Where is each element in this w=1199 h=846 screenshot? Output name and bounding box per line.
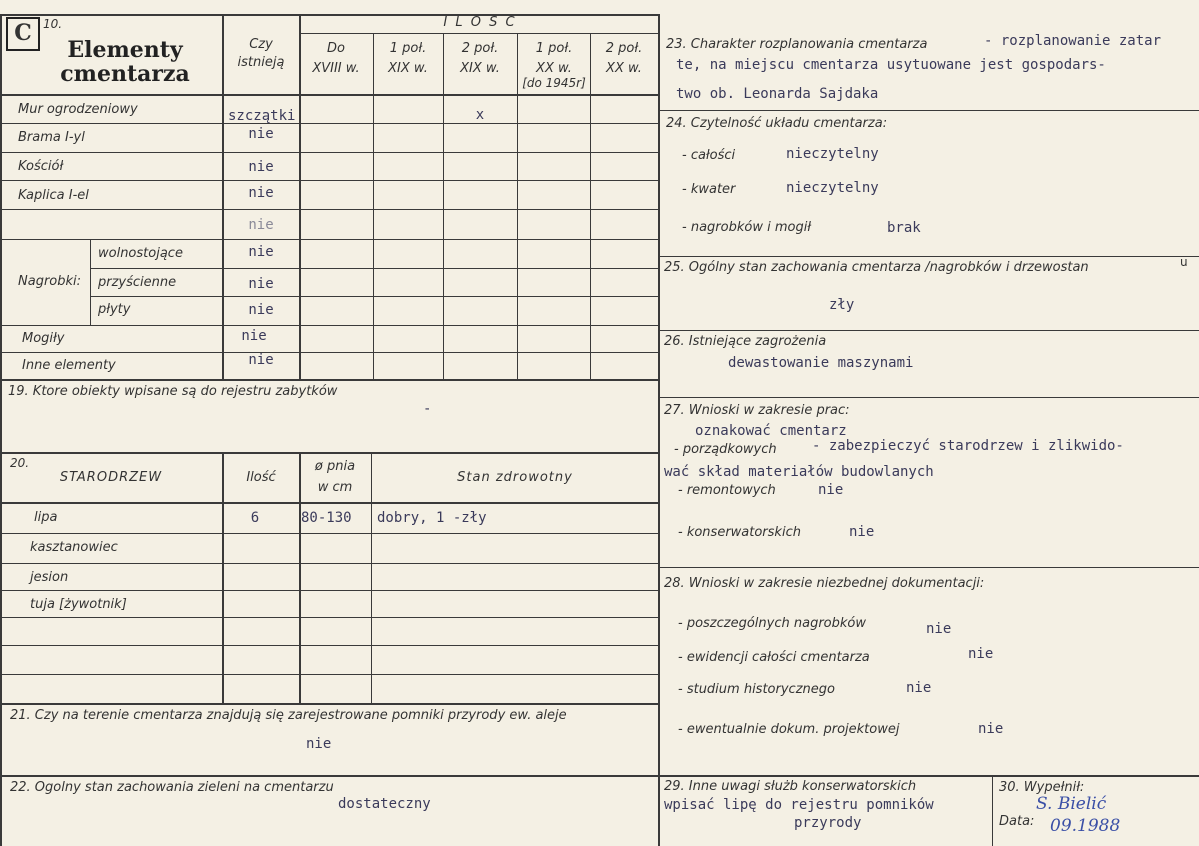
col-p2-20-line2: XX w. <box>606 61 642 76</box>
q20-title: STARODRZEW <box>59 470 163 485</box>
q22-value: dostateczny <box>338 796 431 812</box>
q24-kwater-value: nieczytelny <box>786 180 879 196</box>
tree-name: lipa <box>34 510 58 525</box>
q24-nagrobkow-label: - nagrobków i mogił <box>682 220 812 235</box>
col-line <box>373 33 374 380</box>
q26-label: 26. Istniejące zagrożenia <box>664 334 827 349</box>
row-line <box>0 703 660 705</box>
q20-col-stan: Stan zdrowotny <box>457 470 573 485</box>
col-line <box>992 776 993 846</box>
q21-label: 21. Czy na terenie cmentarza znajdują się zarejestrowane pomniki przyrody ew. aleje <box>10 708 567 723</box>
q19-label: 19. Ktore obiekty wpisane są do rejestru zabytków <box>8 384 338 399</box>
q28-label: 28. Wnioski w zakresie niezbednej dokumentacji: <box>664 576 985 591</box>
tree-pien: 80-130 <box>301 510 352 526</box>
q27-remontowych-label: - remontowych <box>678 483 776 498</box>
q30-signature: S. Bielić <box>1036 794 1107 814</box>
row-value-czy: szczątki <box>228 108 296 124</box>
left-border <box>0 14 2 846</box>
q20-col-pnia-line1: ø pnia <box>314 459 356 474</box>
row-line <box>0 123 659 124</box>
col-line <box>443 33 444 380</box>
q19-value: - <box>423 401 432 417</box>
col-line <box>371 452 372 703</box>
q27-porzadkowych-value: - zabezpieczyć starodrzew i zlikwido- <box>812 438 1124 454</box>
row-line <box>660 567 1199 568</box>
row-line <box>0 352 659 353</box>
q20-col-ilosc: Ilość <box>246 470 276 485</box>
q27-konserw-value: nie <box>849 524 875 540</box>
row-label: Inne elementy <box>22 358 116 373</box>
col-p2-19-line1: 2 poł. <box>461 41 499 56</box>
q29-line2: przyrody <box>794 815 862 831</box>
row-line <box>0 563 659 564</box>
row-line <box>0 94 660 96</box>
row-line <box>660 397 1199 398</box>
col-p1-19-line2: XIX w. <box>388 61 428 76</box>
row-label: Mogiły <box>22 331 65 346</box>
row-line <box>0 533 659 534</box>
q28-item-label: - studium historycznego <box>678 682 835 697</box>
row-line <box>0 239 659 240</box>
data-label: Data: <box>999 814 1035 829</box>
ilosc-header: I L O S C <box>443 15 517 30</box>
row-value-czy: nie <box>248 302 274 318</box>
row-line <box>0 180 659 181</box>
row-value-czy: nie <box>248 159 274 175</box>
data-value: 09.1988 <box>1050 816 1121 836</box>
tree-name: jesion <box>30 570 69 585</box>
col-do18-line2: XVIII w. <box>312 61 360 76</box>
col-p2-20-line1: 2 poł. <box>605 41 643 56</box>
col-p1-20-line2: XX w. <box>536 61 572 76</box>
q22-label: 22. Ogolny stan zachowania zieleni na cmentarzu <box>10 780 334 795</box>
col-p1-19-line1: 1 poł. <box>389 41 427 56</box>
row-label: Brama I-yl <box>18 130 85 145</box>
row-label: Mur ogrodzeniowy <box>18 102 138 117</box>
q24-nagrobkow-value: brak <box>887 220 921 236</box>
row-label: płyty <box>98 302 131 317</box>
row-value-czy: nie <box>248 217 274 233</box>
row-line <box>660 110 1199 111</box>
col-czy-line1: Czy <box>249 37 273 52</box>
q26-value: dewastowanie maszynami <box>728 355 914 371</box>
q24-calosci-value: nieczytelny <box>786 146 879 162</box>
q20-col-pnia-line2: w cm <box>317 480 353 495</box>
q29-line1: wpisać lipę do rejestru pomników <box>664 797 934 813</box>
row-value-czy: nie <box>248 352 274 368</box>
row-line <box>660 330 1199 331</box>
col-czy-line2: istnieją <box>237 55 285 70</box>
row-line <box>299 33 659 34</box>
q24-label: 24. Czytelność układu cmentarza: <box>666 116 888 131</box>
row-value-czy: nie <box>248 126 274 142</box>
q28-item-value: nie <box>906 680 932 696</box>
q29-label: 29. Inne uwagi służb konserwatorskich <box>664 779 917 794</box>
q24-calosci-label: - całości <box>682 148 736 163</box>
row-line <box>0 674 659 675</box>
col-p2-19-line2: XIX w. <box>460 61 500 76</box>
q25-label: 25. Ogólny stan zachowania cmentarza /nagrobków i drzewostan <box>664 260 1089 275</box>
row-line <box>0 775 1199 777</box>
row-label: przyścienne <box>98 275 177 290</box>
row-line <box>0 645 659 646</box>
q24-kwater-label: - kwater <box>682 182 736 197</box>
section-letter-box: C <box>6 17 40 51</box>
q25-superscript: u <box>1180 255 1188 269</box>
row-label: wolnostojące <box>98 246 183 261</box>
q28-item-value: nie <box>926 621 952 637</box>
row-value-czy: nie <box>248 244 274 260</box>
row-line <box>90 296 659 297</box>
q27-oznakowac: oznakować cmentarz <box>695 423 847 439</box>
row-label: Kaplica I-el <box>18 188 89 203</box>
row-line <box>0 209 659 210</box>
row-value-czy: nie <box>241 328 267 344</box>
col-p1-20-line3: [do 1945r] <box>522 76 586 90</box>
q23-line1: - rozplanowanie zatar <box>984 33 1162 49</box>
q23-line2: te, na miejscu cmentarza usytuowane jest gospodars- <box>676 57 1106 73</box>
q27-remontowych-value: nie <box>818 482 844 498</box>
row-value-czy: nie <box>248 276 274 292</box>
q27-line2: wać skład materiałów budowlanych <box>664 464 934 480</box>
q27-porzadkowych-label: - porządkowych <box>674 442 777 457</box>
row-line <box>0 379 660 381</box>
q20-number: 20. <box>10 456 30 470</box>
row-line <box>660 256 1199 257</box>
col-line <box>590 33 591 380</box>
row-line <box>0 617 659 618</box>
section-number: 10. <box>43 17 63 31</box>
row-line <box>0 152 659 153</box>
q28-item-label: - poszczególnych nagrobków <box>678 616 866 631</box>
q28-item-label: - ewentualnie dokum. projektowej <box>678 722 900 737</box>
center-divider <box>658 14 660 846</box>
q23-line3: two ob. Leonarda Sajdaka <box>676 86 879 102</box>
col-line <box>90 239 91 325</box>
q27-konserw-label: - konserwatorskich <box>678 525 801 540</box>
q30-label: 30. Wypełnił: <box>999 780 1085 795</box>
row-line <box>0 452 660 454</box>
q25-value: zły <box>829 297 855 313</box>
q28-item-label: - ewidencji całości cmentarza <box>678 650 870 665</box>
q27-label: 27. Wnioski w zakresie prac: <box>664 403 850 418</box>
col-do18-line1: Do <box>327 41 345 56</box>
title-line1: Elementy <box>67 37 183 63</box>
q21-value: nie <box>306 736 332 752</box>
row-value-czy: nie <box>248 185 274 201</box>
nagrobki-label: Nagrobki: <box>18 274 82 289</box>
q28-item-value: nie <box>968 646 994 662</box>
tree-name: kasztanowiec <box>30 540 118 555</box>
q28-item-value: nie <box>978 721 1004 737</box>
row-line <box>0 590 659 591</box>
col-line <box>222 452 224 703</box>
title-line2: cmentarza <box>60 61 190 87</box>
col-p1-20-line1: 1 poł. <box>535 41 573 56</box>
row-line <box>0 325 659 326</box>
row-label: Kościół <box>18 159 64 174</box>
row-line <box>90 268 659 269</box>
row-line <box>0 502 660 504</box>
tree-stan: dobry, 1 -zły <box>377 510 487 526</box>
row-mark: x <box>475 107 485 123</box>
tree-ilosc: 6 <box>250 510 260 526</box>
q23-label: 23. Charakter rozplanowania cmentarza <box>666 37 928 52</box>
tree-name: tuja [żywotnik] <box>30 597 127 612</box>
